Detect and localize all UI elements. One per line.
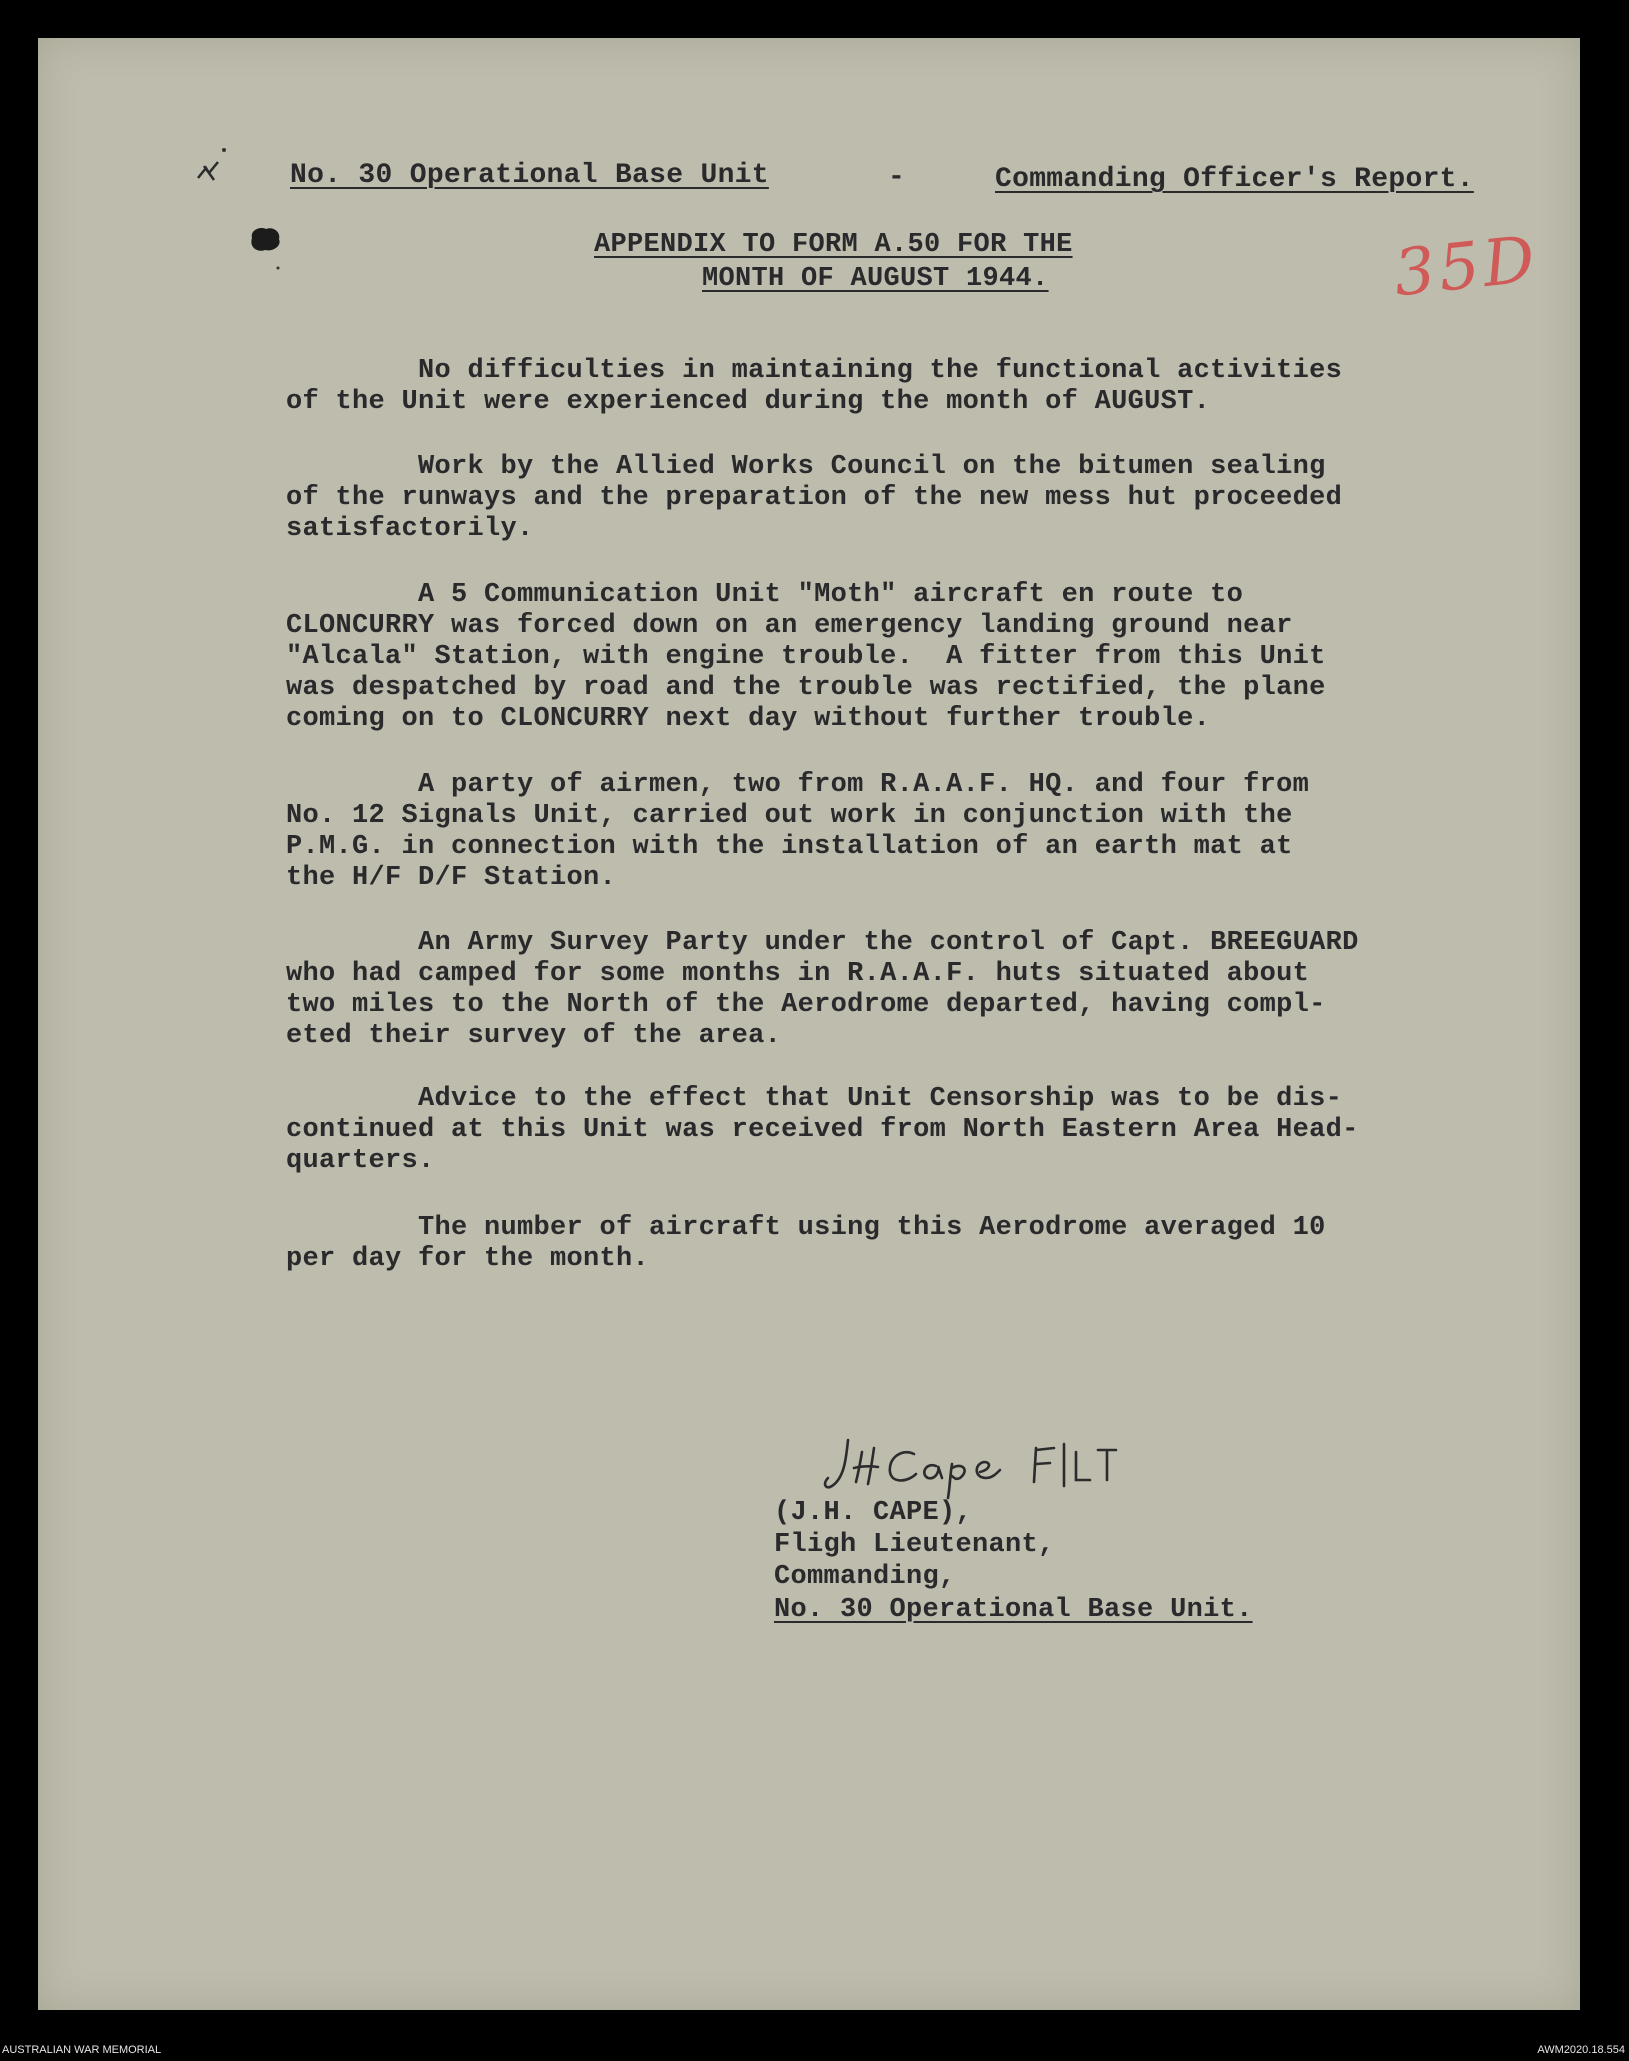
signatory-unit: No. 30 Operational Base Unit. — [774, 1595, 1253, 1625]
signatory-rank: Fligh Lieutenant, — [774, 1530, 1055, 1560]
appendix-title-line1: APPENDIX TO FORM A.50 FOR THE — [594, 230, 1073, 260]
ink-blot — [246, 224, 284, 254]
header-unit: No. 30 Operational Base Unit — [290, 160, 769, 191]
speck — [220, 146, 228, 154]
paragraph-5: An Army Survey Party under the control of Capt. BREEGUARD who had camped for some months in R.A.A.F. huts situated about two miles to the North of the Aerodrome departed, having compl- eted their survey of the area. — [286, 928, 1359, 1051]
appendix-title-line2: MONTH OF AUGUST 1944. — [702, 264, 1049, 294]
paragraph-6: Advice to the effect that Unit Censorship was to be dis- continued at this Unit was received from North Eastern Area Head- quarters. — [286, 1084, 1359, 1176]
red-pencil-folio-note: 35D — [1390, 222, 1543, 312]
header-dash: - — [888, 162, 906, 193]
footer-accession-number: AWM2020.18.554 — [1537, 2044, 1625, 2056]
handwritten-signature — [818, 1430, 1138, 1500]
paragraph-3: A 5 Communication Unit "Moth" aircraft en route to CLONCURRY was forced down on an emergency landing ground near "Alcala" Station, with engine trouble. A fitter from this Unit was despatched by road and the trouble was rectified, the plane coming on to CLONCURRY next day without further trouble. — [286, 580, 1326, 734]
paragraph-4: A party of airmen, two from R.A.A.F. HQ. and four from No. 12 Signals Unit, carried out work in conjunction with the P.M.G. in connection with the installation of an earth mat at the H/F D/F Station. — [286, 770, 1310, 893]
ink-mark — [194, 158, 224, 184]
document-page — [38, 38, 1580, 2010]
signatory-role: Commanding, — [774, 1562, 956, 1592]
speck — [274, 264, 282, 272]
header-report-title: Commanding Officer's Report. — [995, 164, 1474, 195]
signatory-name: (J.H. CAPE), — [774, 1498, 973, 1528]
paragraph-1: No difficulties in maintaining the functional activities of the Unit were experienced during the month of AUGUST. — [286, 356, 1343, 417]
paragraph-7: The number of aircraft using this Aerodrome averaged 10 per day for the month. — [286, 1213, 1326, 1274]
paragraph-2: Work by the Allied Works Council on the bitumen sealing of the runways and the preparation of the new mess hut proceeded satisfactorily. — [286, 452, 1343, 544]
footer-source: AUSTRALIAN WAR MEMORIAL — [2, 2044, 162, 2056]
